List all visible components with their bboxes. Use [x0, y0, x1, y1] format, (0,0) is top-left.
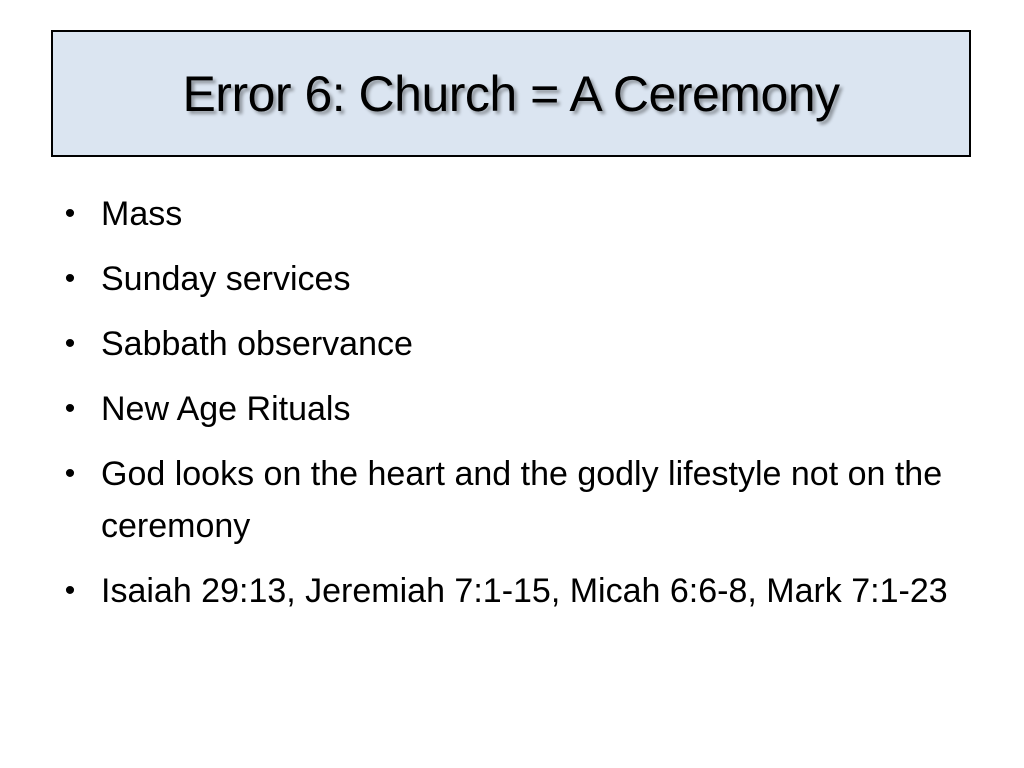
slide-title: Error 6: Church = A Ceremony: [182, 65, 840, 122]
list-item: [60, 448, 960, 552]
list-item: [60, 318, 960, 370]
bullet-text: New Age Rituals: [101, 390, 351, 428]
bullet-text: Sunday services: [101, 260, 351, 298]
bullet-icon: •: [64, 392, 76, 425]
list-item: [60, 565, 960, 617]
bullet-text: God looks on the heart and the godly lifestyle not on the ceremony: [101, 455, 943, 545]
list-item: [60, 188, 960, 240]
bullet-icon: •: [64, 197, 76, 230]
list-item: [60, 383, 960, 435]
bullet-icon: •: [64, 327, 76, 360]
title-box: [51, 30, 971, 157]
bullet-icon: •: [64, 574, 76, 607]
list-item: [60, 253, 960, 305]
bullet-text: Sabbath observance: [101, 325, 413, 363]
bullet-text: Mass: [101, 195, 183, 233]
bullet-icon: •: [64, 262, 76, 295]
bullet-icon: •: [64, 457, 76, 490]
bullet-list: [60, 188, 960, 630]
bullet-text: Isaiah 29:13, Jeremiah 7:1-15, Micah 6:6-8, Mark 7:1-23: [101, 572, 948, 610]
